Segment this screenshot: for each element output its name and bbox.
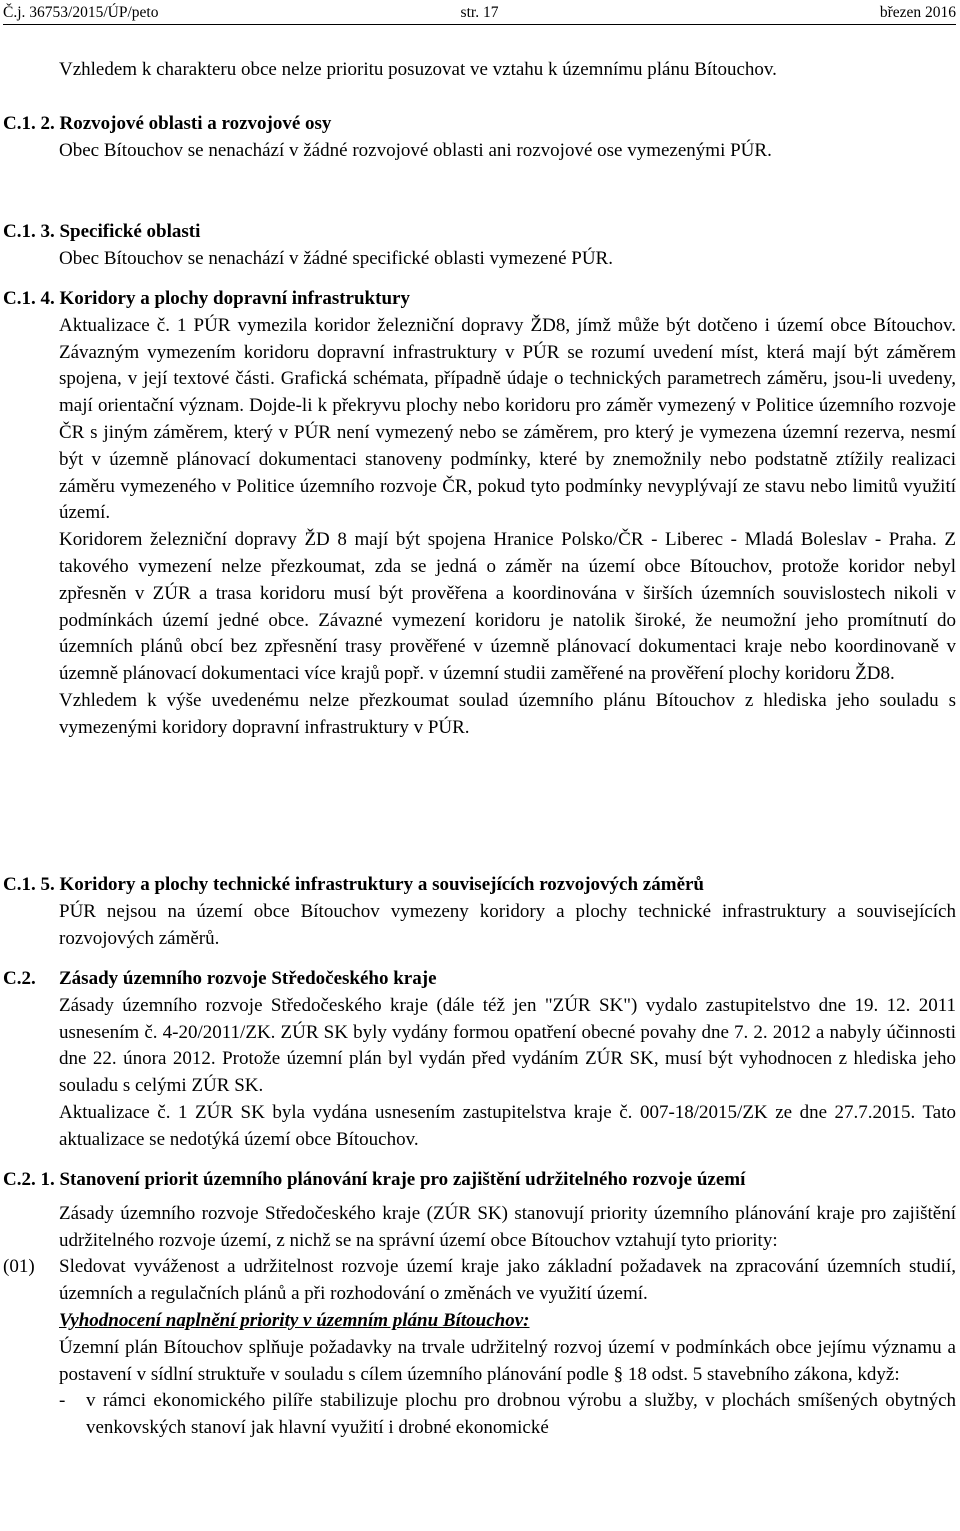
section-symbol: § [613,1363,624,1385]
document-date: březen 2016 [879,4,956,21]
priority-text: Sledovat vyváženost a udržitelnost rozvoje území kraje jako základní požadavek na zpracování územních studií, územních a regulačních plánů a při rozhodování o změnách ve využití území. [59,1256,956,1305]
section-c13-heading: C.1. 3. Specifické oblasti [3,221,201,242]
evaluation-text-part-1: Územní plán Bítouchov splňuje požadavky na trvale udržitelný rozvoj území v podmínkách obce jejímu významu a postavení v sídlní struktuře v souladu s cílem územního plánování podle [59,1336,956,1385]
section-c13-text: Obec Bítouchov se nenachází v žádné specifické oblasti vymezené PÚR. [59,247,613,269]
section-c2-number: C.2. [3,968,36,989]
section-c21-text: Zásady územního rozvoje Středočeského kraje (ZÚR SK) stanovují priority územního plánování kraje pro zajištění udržitelného rozvoje území, z nichž se na správní území obce Bítouchov vztahují tyto priority: [59,1202,956,1251]
section-c2-text-1: Zásady územního rozvoje Středočeského kraje (dále též jen "ZÚR SK") vydalo zastupitelstvo dne 19. 12. 2011 usnesením č. 4-20/2011/ZK. ZÚR SK byly vydány formou opatření obecné povahy dne 7. 2. 2012 a nabyly účinnosti dne 22. února 2012. Protože územní plán byl vydán před vydáním ZÚR SK, musí být vyhodnocen z hlediska jeho souladu s celými ZÚR SK. [59,994,956,1097]
section-c15-text: PÚR nejsou na území obce Bítouchov vymezeny koridory a plochy technické infrastruktury a souvisejících rozvojových záměrů. [59,900,956,949]
section-c14-text-1: Aktualizace č. 1 PÚR vymezila koridor železniční dopravy ŽD8, jímž může být dotčeno i území obce Bítouchov. Závazným vymezením koridoru dopravní infrastruktury v PÚR se rozumí uvedení míst, která mají být záměrem spojena, v její textové části. Grafická schémata, případně údaje o technických parametrech záměru, jsou-li uvedeny, mají orientační význam. Dojde-li k překryvu plochy nebo koridoru pro záměr vymezený v Politice územního rozvoje ČR s jiným záměrem, který v PÚR není vymezený nebo se záměrem, pro který je vymezena územní rezerva, nesmí být v územně plánovací dokumentaci stanoveny podmínky, které by znemožnily nebo podstatně ztížily realizaci záměru vymezeného v Politice územního rozvoje ČR, pokud tyto podmínky nevyplývají ze stavu nebo limitů využití území. [59,314,956,524]
section-c2-title: Zásady územního rozvoje Středočeského kraje [59,968,437,989]
section-c2-text-2: Aktualizace č. 1 ZÚR SK byla vydána usnesením zastupitelstva kraje č. 007-18/2015/ZK ze dne 27.7.2015. Tato aktualizace se nedotýká území obce Bítouchov. [59,1101,956,1150]
evaluation-bullet [59,1388,956,1442]
section-c14-heading: C.1. 4. Koridory a plochy dopravní infrastruktury [3,288,410,309]
section-c2 [3,966,956,1154]
section-c12-text: Obec Bítouchov se nenachází v žádné rozvojové oblasti ani rozvojové ose vymezenými PÚR. [59,139,772,161]
bullet-text: v rámci ekonomického pilíře stabilizuje plochu pro drobnou výrobu a služby, v plochách smíšených obytných venkovských stanoví jak hlavní využití i drobné ekonomické [86,1390,956,1439]
page-header [3,3,956,25]
bullet-dash: - [59,1390,66,1412]
priority-number: (01) [3,1256,35,1278]
header-divider [3,24,956,25]
section-c15 [3,872,956,952]
section-c2-heading [3,966,956,993]
section-c21 [3,1167,956,1442]
section-c14-text-3: Vzhledem k výše uvedenému nelze přezkoumat soulad územního plánu Bítouchov z hlediska jeho souladu s vymezenými koridory dopravní infrastruktury v PÚR. [59,689,956,738]
evaluation-text-part-2: 18 odst. 5 stavebního zákona, když: [623,1363,900,1385]
document-reference: Č.j. 36753/2015/ÚP/peto [3,4,159,21]
page-number: str. 17 [460,4,499,21]
section-c14 [3,286,956,742]
section-c12-heading: C.1. 2. Rozvojové oblasti a rozvojové osy [3,113,332,134]
priority-item-01 [3,1254,956,1308]
evaluation-heading: Vyhodnocení naplnění priority v územním plánu Bítouchov: [59,1309,530,1331]
section-c14-text-2: Koridorem železniční dopravy ŽD 8 mají být spojena Hranice Polsko/ČR - Liberec - Mladá Boleslav - Praha. Z takového vymezení nelze přezkoumat, zda se jedná o záměr na území obce Bítouchov, protože koridor nebyl zpřesněn v ZÚR a trasa koridoru musí být prověřena a koordinována v širších územních souvislostech nikoli v podmínkách území jedné obce. Závazné vymezení koridoru je natolik široké, že neumožní jeho promítnutí do územních plánů obcí bez zpřesnění trasy prověřené v územně plánovací dokumentaci kraje nebo koordinovaně v územně plánovací dokumentaci více krajů popř. v územní studii zaměřené na prověření plochy koridoru ŽD8. [59,529,956,685]
section-c12 [3,111,956,165]
evaluation-text [59,1335,956,1389]
section-c15-heading: C.1. 5. Koridory a plochy technické infrastruktury a souvisejících rozvojových záměrů [3,874,704,895]
section-c21-heading: C.2. 1. Stanovení priorit územního plánování kraje pro zajištění udržitelného rozvoje území [3,1169,746,1190]
section-c13 [3,219,956,273]
intro-paragraph: Vzhledem k charakteru obce nelze prioritu posuzovat ve vztahu k územnímu plánu Bítouchov. [59,59,777,80]
